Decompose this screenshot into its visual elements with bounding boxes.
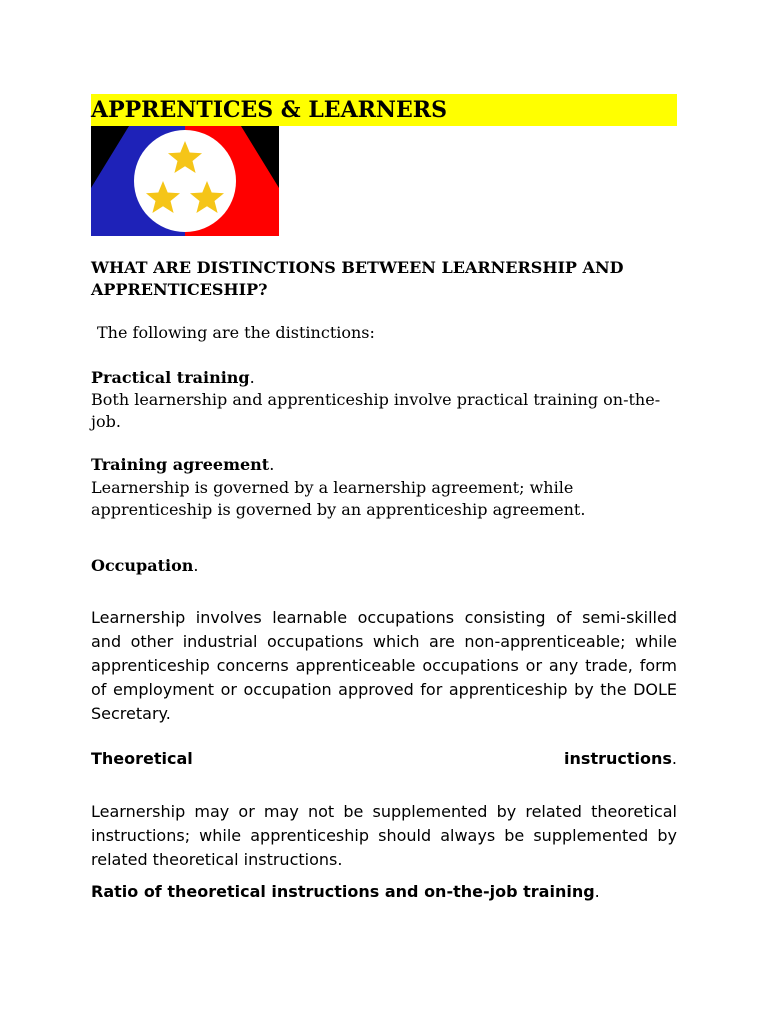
heading-practical-training: Practical training. <box>91 368 255 387</box>
paragraph-occupation: Learnership involves learnable occupations consisting of semi-skilled and other industrial occupations which are non-apprenticeable; while apprenticeship concerns apprenticeable occupations or any trade, form of employment or occupation approved for apprenticeship by the DOLE Secretary. <box>91 608 677 723</box>
heading-theoretical-part2: instructions. <box>564 749 677 768</box>
heading-ratio: Ratio of theoretical instructions and on-the-job training. <box>91 882 600 901</box>
heading-occupation: Occupation. <box>91 556 199 575</box>
intro-text: The following are the distinctions: <box>97 323 375 342</box>
paragraph-training-agreement: Learnership is governed by a learnership agreement; while apprenticeship is governed by an apprenticeship agreement. <box>91 478 586 519</box>
heading-theoretical-instructions <box>91 747 677 771</box>
heading-training-agreement: Training agreement. <box>91 455 275 474</box>
paragraph-theoretical-instructions: Learnership may or may not be supplemented by related theoretical instructions; while apprenticeship should always be supplemented by related theoretical instructions. <box>91 802 677 869</box>
dole-logo <box>91 126 279 236</box>
heading-theoretical-part1: Theoretical <box>91 749 193 768</box>
paragraph-practical-training: Both learnership and apprenticeship involve practical training on-the-job. <box>91 390 661 431</box>
section-question: WHAT ARE DISTINCTIONS BETWEEN LEARNERSHIP AND APPRENTICESHIP? <box>91 258 624 299</box>
document-title: APPRENTICES & LEARNERS <box>91 94 677 126</box>
